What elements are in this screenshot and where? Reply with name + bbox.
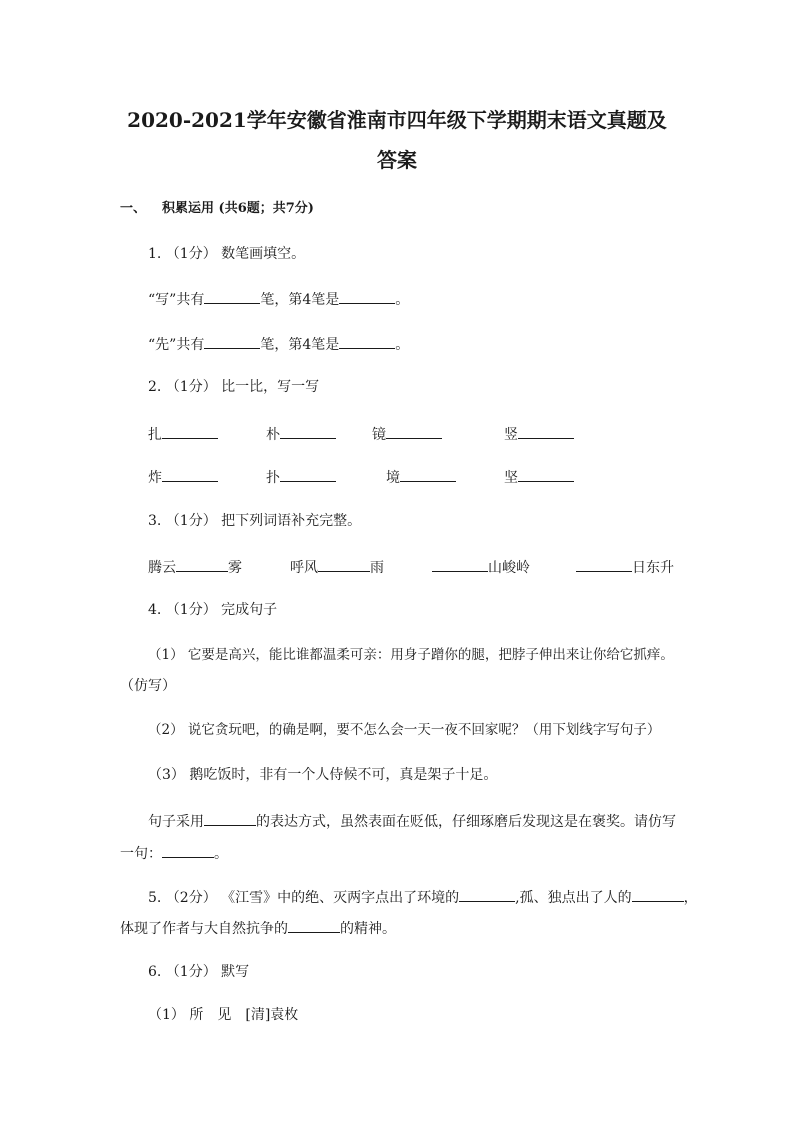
- compare-char-item: [148, 467, 218, 487]
- section-number: 一、: [120, 201, 147, 216]
- character: 扑: [266, 470, 280, 486]
- compare-char-item: [266, 467, 336, 487]
- character: 朴: [266, 427, 280, 443]
- compare-char-item: [266, 424, 336, 444]
- text: 的精神。: [340, 921, 396, 937]
- question-4-imitate-line: [120, 843, 228, 863]
- text: 腾云: [148, 560, 176, 576]
- question-4-sentence-3: （3） 鹅吃饭时，非有一个人侍候不可，真是架子十足。: [148, 767, 498, 783]
- question-2-heading: 2. （1分） 比一比，写一写: [148, 379, 320, 395]
- answer-blank[interactable]: [632, 887, 684, 902]
- question-3-heading: 3. （1分） 把下列词语补充完整。: [148, 513, 362, 529]
- question-4-heading: 4. （1分） 完成句子: [148, 602, 278, 618]
- text: 雨: [370, 560, 384, 576]
- character: 境: [386, 470, 400, 486]
- question-5-line-2: [120, 918, 396, 938]
- text: 。: [395, 292, 410, 308]
- text: 。: [395, 337, 410, 353]
- compare-char-item: [372, 424, 442, 444]
- question-1-heading: 1. （1分） 数笔画填空。: [148, 246, 306, 262]
- answer-blank[interactable]: [518, 467, 574, 482]
- question-4-instruction: [148, 811, 676, 831]
- question-6-subitem: （1） 所 见 [清]袁枚: [148, 1007, 299, 1023]
- question-6-heading: 6. （1分） 默写: [148, 964, 250, 980]
- answer-blank[interactable]: [386, 424, 442, 439]
- question-1-line-2: [148, 334, 409, 354]
- question-5-line-1: [148, 887, 698, 907]
- answer-blank[interactable]: [339, 334, 395, 349]
- answer-blank[interactable]: [518, 424, 574, 439]
- text: 的表达方式，虽然表面在贬低，仔细琢磨后发现这是在褒奖。请仿写: [256, 814, 676, 830]
- text: “先”共有: [148, 337, 205, 353]
- compare-char-item: [148, 424, 218, 444]
- answer-blank[interactable]: [318, 557, 370, 572]
- compare-char-item: [504, 424, 574, 444]
- document-title: [110, 100, 684, 180]
- text: 山峻岭: [488, 560, 530, 576]
- text: 一句：: [120, 846, 162, 862]
- question-4-sentence-1: （1） 它要是高兴，能比谁都温柔可亲：用身子蹭你的腿，把脖子伸出来让你给它抓痒。: [148, 647, 674, 663]
- character: 竖: [504, 427, 518, 443]
- answer-blank[interactable]: [204, 334, 260, 349]
- character: 坚: [504, 470, 518, 486]
- answer-blank[interactable]: [400, 467, 456, 482]
- answer-blank[interactable]: [162, 424, 218, 439]
- idiom-item: [290, 557, 384, 577]
- answer-blank[interactable]: [459, 887, 515, 902]
- idiom-item: [432, 557, 530, 577]
- compare-char-item: [386, 467, 456, 487]
- answer-blank[interactable]: [162, 843, 214, 858]
- text: 。: [214, 846, 228, 862]
- answer-blank[interactable]: [204, 811, 256, 826]
- question-4-sentence-2: （2） 说它贪玩吧，的确是啊，要不怎么会一天一夜不回家呢？（用下划线字写句子）: [148, 722, 661, 738]
- question-4-sentence-1-note: （仿写）: [120, 678, 176, 694]
- character: 扎: [148, 427, 162, 443]
- text: 日东升: [632, 560, 674, 576]
- compare-char-item: [504, 467, 574, 487]
- text: ,孤、独点出了人的: [515, 890, 632, 906]
- answer-blank[interactable]: [280, 467, 336, 482]
- answer-blank[interactable]: [176, 557, 228, 572]
- answer-blank[interactable]: [288, 918, 340, 933]
- answer-blank[interactable]: [339, 289, 395, 304]
- answer-blank[interactable]: [162, 467, 218, 482]
- section-title: 积累运用 (共6题；共7分): [162, 201, 314, 216]
- title-line-2: 答案: [377, 148, 417, 172]
- answer-blank[interactable]: [280, 424, 336, 439]
- text: 呼风: [290, 560, 318, 576]
- idiom-item: [148, 557, 242, 577]
- text: ，: [683, 890, 698, 906]
- title-line-1: 2020-2021学年安徽省淮南市四年级下学期期末语文真题及: [127, 108, 667, 132]
- answer-blank[interactable]: [204, 289, 260, 304]
- answer-blank[interactable]: [576, 557, 632, 572]
- idiom-item: [576, 557, 674, 577]
- character: 炸: [148, 470, 162, 486]
- text: 笔，第4笔是: [260, 337, 340, 353]
- text: 体现了作者与大自然抗争的: [120, 921, 288, 937]
- text: 笔，第4笔是: [260, 292, 340, 308]
- text: 句子采用: [148, 814, 204, 830]
- question-1-line-1: [148, 289, 409, 309]
- text: 雾: [228, 560, 242, 576]
- text: “写”共有: [148, 292, 205, 308]
- character: 镜: [372, 427, 386, 443]
- text: 5. （2分） 《江雪》中的绝、灭两字点出了环境的: [148, 890, 460, 906]
- answer-blank[interactable]: [432, 557, 488, 572]
- section-heading: [120, 200, 314, 218]
